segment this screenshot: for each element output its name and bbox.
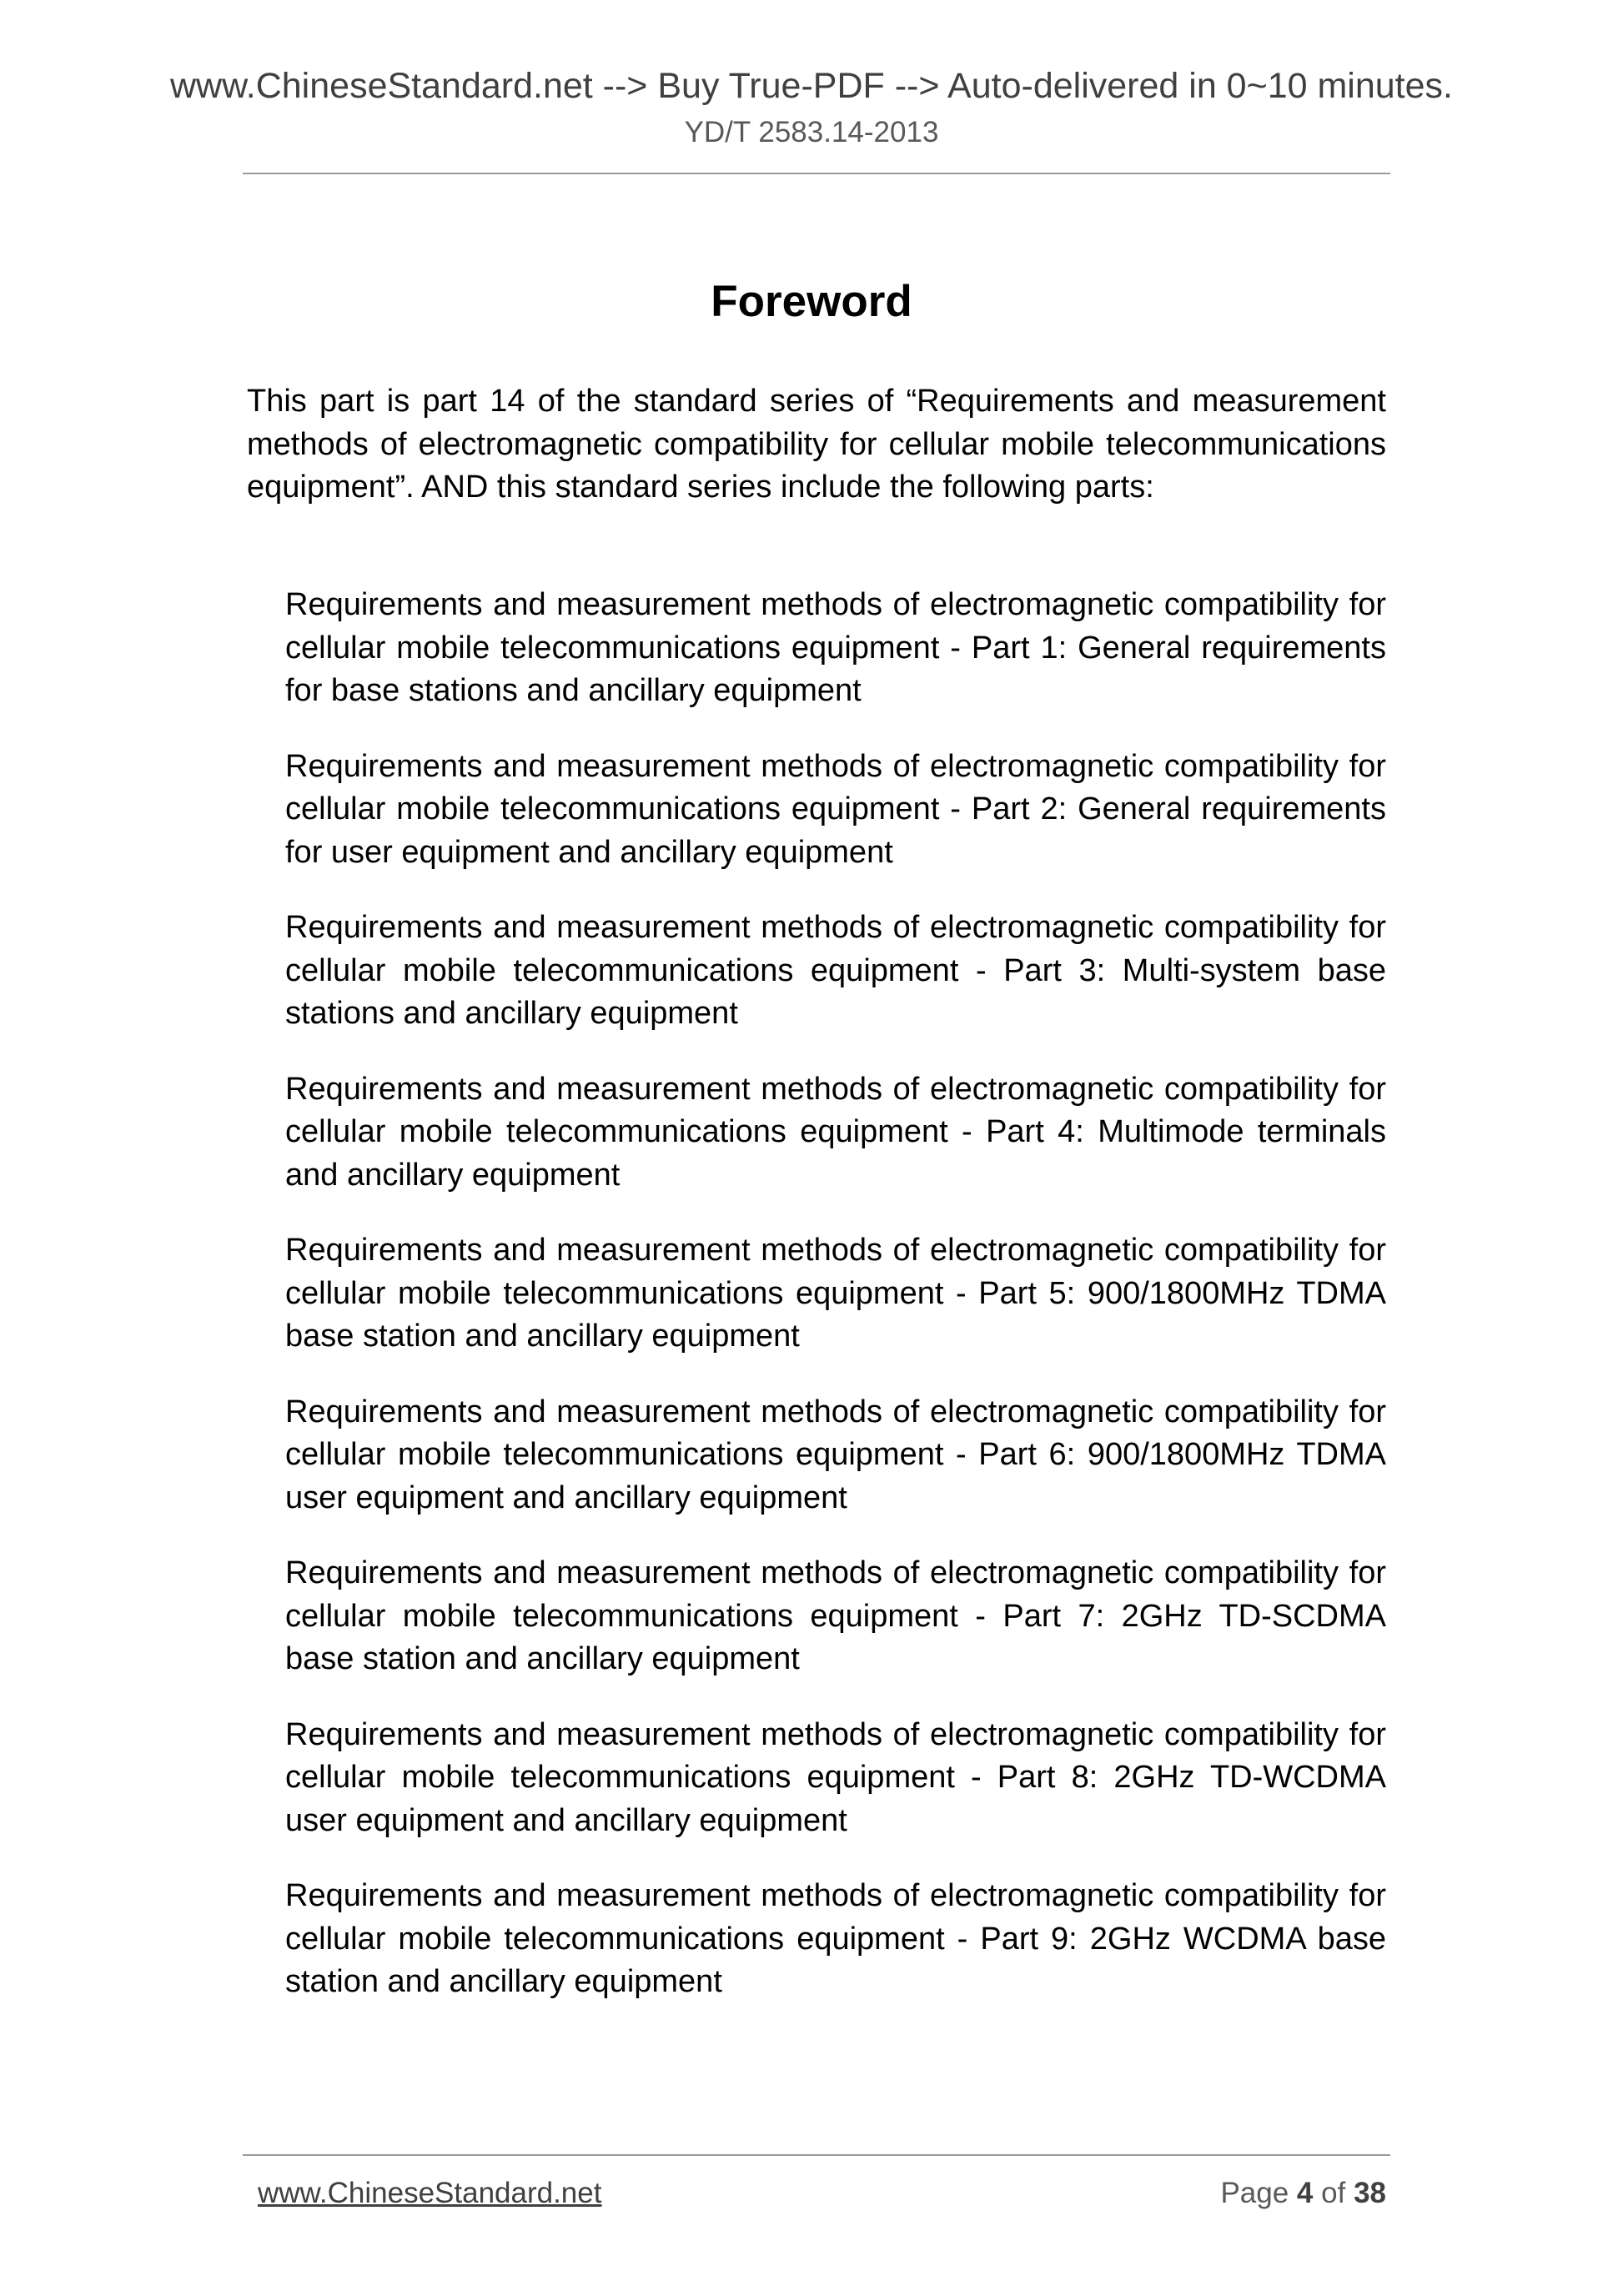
- page-total: 38: [1354, 2177, 1386, 2209]
- list-item: Requirements and measurement methods of electromagnetic compatibility for cellular mobile telecommunications equipment - Part 4: Multimode terminals and ancillary equipment: [285, 1071, 1386, 1193]
- page-label: Page: [1220, 2177, 1289, 2209]
- list-item: Requirements and measurement methods of electromagnetic compatibility for cellular mobile telecommunications equipment - Part 5: 900/1800MHz TDMA base station and ancillary equipment: [285, 1233, 1386, 1354]
- footer-divider: [243, 2154, 1390, 2156]
- list-item: Requirements and measurement methods of electromagnetic compatibility for cellular mobile telecommunications equipment - Part 9: 2GHz WCDMA base station and ancillary equipment: [285, 1878, 1386, 1999]
- page-number: [1220, 2176, 1386, 2211]
- standard-code: YD/T 2583.14-2013: [684, 116, 939, 148]
- list-item: Requirements and measurement methods of electromagnetic compatibility for cellular mobile telecommunications equipment - Part 3: Multi-system base stations and ancillary equipment: [285, 910, 1386, 1031]
- list-item: Requirements and measurement methods of electromagnetic compatibility for cellular mobile telecommunications equipment - Part 1: General requirements for base stations and ancillary equipment: [285, 587, 1386, 708]
- page-current: 4: [1296, 2177, 1314, 2209]
- intro-paragraph: This part is part 14 of the standard series of “Requirements and measurement methods of electromagnetic compatibility for cellular mobile telecommunications equipment”. AND this standard series include the following parts:: [247, 384, 1386, 505]
- list-item: Requirements and measurement methods of electromagnetic compatibility for cellular mobile telecommunications equipment - Part 6: 900/1800MHz TDMA user equipment and ancillary equipment: [285, 1394, 1386, 1515]
- header-divider: [243, 173, 1390, 174]
- parts-list: [285, 584, 1386, 2037]
- page-title: Foreword: [711, 277, 912, 326]
- footer-site-link[interactable]: www.ChineseStandard.net: [258, 2177, 602, 2209]
- list-item: Requirements and measurement methods of electromagnetic compatibility for cellular mobile telecommunications equipment - Part 2: General requirements for user equipment and ancillary equipment: [285, 748, 1386, 870]
- list-item: Requirements and measurement methods of electromagnetic compatibility for cellular mobile telecommunications equipment - Part 8: 2GHz TD-WCDMA user equipment and ancillary equipment: [285, 1716, 1386, 1838]
- header-banner: www.ChineseStandard.net --> Buy True-PDF --> Auto-delivered in 0~10 minutes.: [169, 66, 1453, 106]
- list-item: Requirements and measurement methods of electromagnetic compatibility for cellular mobile telecommunications equipment - Part 7: 2GHz TD-SCDMA base station and ancillary equipment: [285, 1555, 1386, 1676]
- page-of-label: of: [1321, 2177, 1346, 2209]
